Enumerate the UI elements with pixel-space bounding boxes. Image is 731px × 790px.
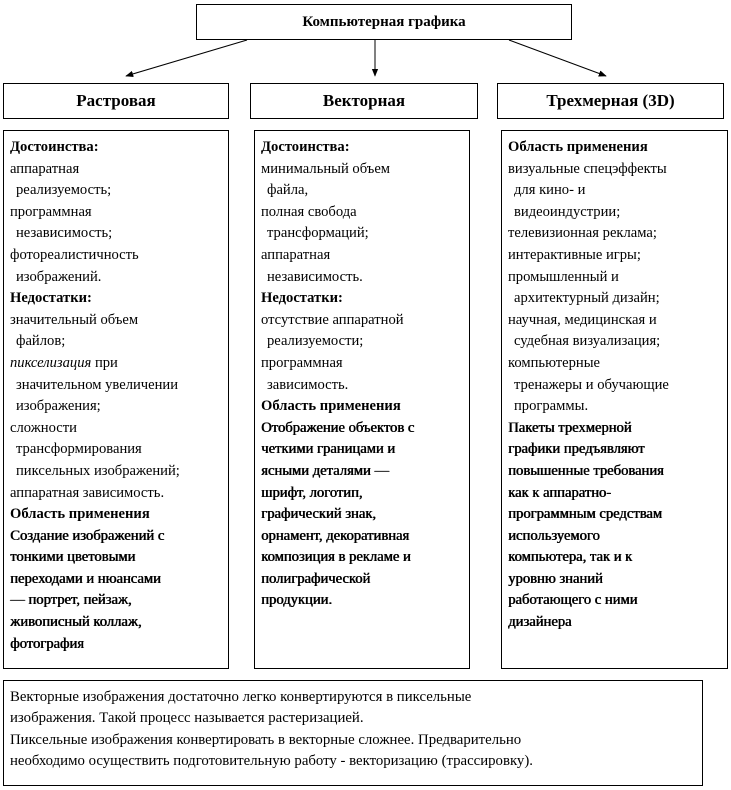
category-3d	[497, 83, 724, 119]
arrow-to-3d	[509, 40, 606, 76]
vector-adv-line: файла,	[267, 182, 309, 199]
threed-app-line: работающего с ними	[508, 592, 638, 609]
vector-dis-line: программная	[261, 354, 343, 371]
vector-details	[254, 130, 470, 669]
threed-details	[501, 130, 728, 669]
note-line: Векторные изображения достаточно легко конвертируются в пиксельные	[10, 689, 472, 705]
threed-app-line: визуальные спецэффекты	[508, 160, 667, 177]
vector-app-line: полиграфической	[261, 570, 371, 587]
raster-adv-line: аппаратная	[10, 160, 80, 177]
vector-adv-line: полная свобода	[261, 203, 357, 220]
raster-app-line: фотография	[10, 635, 84, 652]
diagram-title: Компьютерная графика	[302, 13, 466, 30]
vector-adv-line: минимальный объем	[261, 160, 391, 177]
threed-app-line: для кино- и	[514, 182, 586, 199]
note-line: необходимо осуществить подготовительную работу - векторизацию (трассировку).	[10, 753, 533, 770]
threed-app-line: уровню знаний	[508, 570, 603, 587]
raster-app-line: тонкими цветовыми	[10, 549, 136, 566]
raster-details	[3, 130, 229, 669]
threed-app-line: судебная визуализация;	[514, 333, 661, 350]
raster-dis-line: аппаратная зависимость.	[10, 484, 165, 501]
raster-adv-line: изображений.	[16, 268, 102, 285]
threed-app-line: графики предъявляют	[508, 441, 645, 458]
raster-dis-line: значительный объем	[10, 311, 139, 328]
raster-app-heading: Область применения	[10, 506, 150, 523]
vector-app-line: четкими границами и	[261, 441, 395, 458]
threed-app-line: дизайнера	[508, 614, 572, 631]
raster-adv-line: независимость;	[16, 225, 113, 242]
category-vector	[250, 83, 478, 119]
note-box	[3, 680, 703, 786]
threed-app-line: компьютера, так и к	[508, 549, 633, 566]
category-3d-label: Трехмерная (3D)	[546, 91, 675, 110]
threed-app-line: промышленный и	[508, 268, 619, 285]
vector-app-line: ясными деталями —	[261, 462, 389, 479]
note-line: изображения. Такой процесс называется растеризацией.	[10, 710, 364, 727]
arrow-to-raster	[126, 40, 247, 76]
threed-app-line: повышенные требования	[508, 462, 664, 479]
threed-app-line: Пакеты трехмерной	[508, 419, 632, 436]
raster-dis-line	[10, 353, 224, 375]
raster-app-line: Создание изображений с	[10, 527, 165, 544]
vector-app-line: графический знак,	[261, 506, 376, 523]
raster-app-line: — портрет, пейзаж,	[10, 592, 132, 609]
vector-dis-line: отсутствие аппаратной	[261, 311, 404, 328]
raster-adv-heading: Достоинства:	[10, 139, 99, 155]
threed-app-line: интерактивные игры;	[508, 246, 641, 263]
raster-dis-line: трансформирования	[16, 441, 142, 458]
raster-app-line: переходами и нюансами	[10, 570, 161, 587]
raster-dis-line: файлов;	[16, 333, 66, 350]
threed-app-line: программы.	[514, 398, 589, 415]
raster-dis-line: значительном увеличении	[16, 376, 179, 393]
threed-app-line: телевизионная реклама;	[508, 225, 657, 242]
vector-app-line: продукции.	[261, 592, 332, 609]
vector-dis-heading: Недостатки:	[261, 290, 343, 307]
threed-app-line: архитектурный дизайн;	[514, 290, 660, 307]
vector-adv-line: трансформаций;	[267, 225, 369, 242]
vector-app-heading: Область применения	[261, 398, 401, 415]
threed-app-line: программным средствам	[508, 506, 662, 523]
threed-app-heading: Область применения	[508, 139, 648, 155]
raster-dis-line: изображения;	[16, 398, 101, 415]
vector-adv-line: независимость.	[267, 268, 363, 285]
pixelization-term: пикселизация	[10, 354, 92, 371]
threed-app-line: видеоиндустрии;	[514, 203, 621, 220]
category-vector-label: Векторная	[322, 91, 406, 110]
category-raster-label: Растровая	[76, 91, 156, 110]
title-box	[196, 4, 572, 40]
threed-app-line: тренажеры и обучающие	[514, 376, 669, 393]
note-line: Пиксельные изображения конвертировать в векторные сложнее. Предварительно	[10, 731, 522, 748]
vector-app-line: Отображение объектов с	[261, 419, 415, 436]
vector-app-line: шрифт, логотип,	[261, 484, 363, 501]
vector-adv-heading: Достоинства:	[261, 139, 350, 155]
raster-adv-line: реализуемость;	[16, 182, 112, 199]
vector-app-line: композиция в рекламе и	[261, 549, 411, 566]
vector-dis-line: реализуемости;	[267, 333, 364, 350]
raster-dis-heading: Недостатки:	[10, 290, 92, 307]
threed-app-line: как к аппаратно-	[508, 484, 611, 501]
vector-app-line: орнамент, декоративная	[261, 527, 410, 544]
raster-dis-line: пиксельных изображений;	[16, 462, 180, 479]
raster-adv-line: фотореалистичность	[10, 246, 139, 263]
vector-adv-line: аппаратная	[261, 246, 331, 263]
vector-dis-line: зависимость.	[267, 376, 349, 393]
raster-app-line: живописный коллаж,	[10, 614, 142, 631]
raster-dis-line-rest: при	[91, 354, 118, 371]
threed-app-line: компьютерные	[508, 354, 601, 371]
category-raster	[3, 83, 229, 119]
threed-app-line: научная, медицинская и	[508, 311, 657, 328]
threed-app-line: используемого	[508, 527, 600, 544]
raster-adv-line: программная	[10, 203, 92, 220]
raster-dis-line: сложности	[10, 419, 77, 436]
